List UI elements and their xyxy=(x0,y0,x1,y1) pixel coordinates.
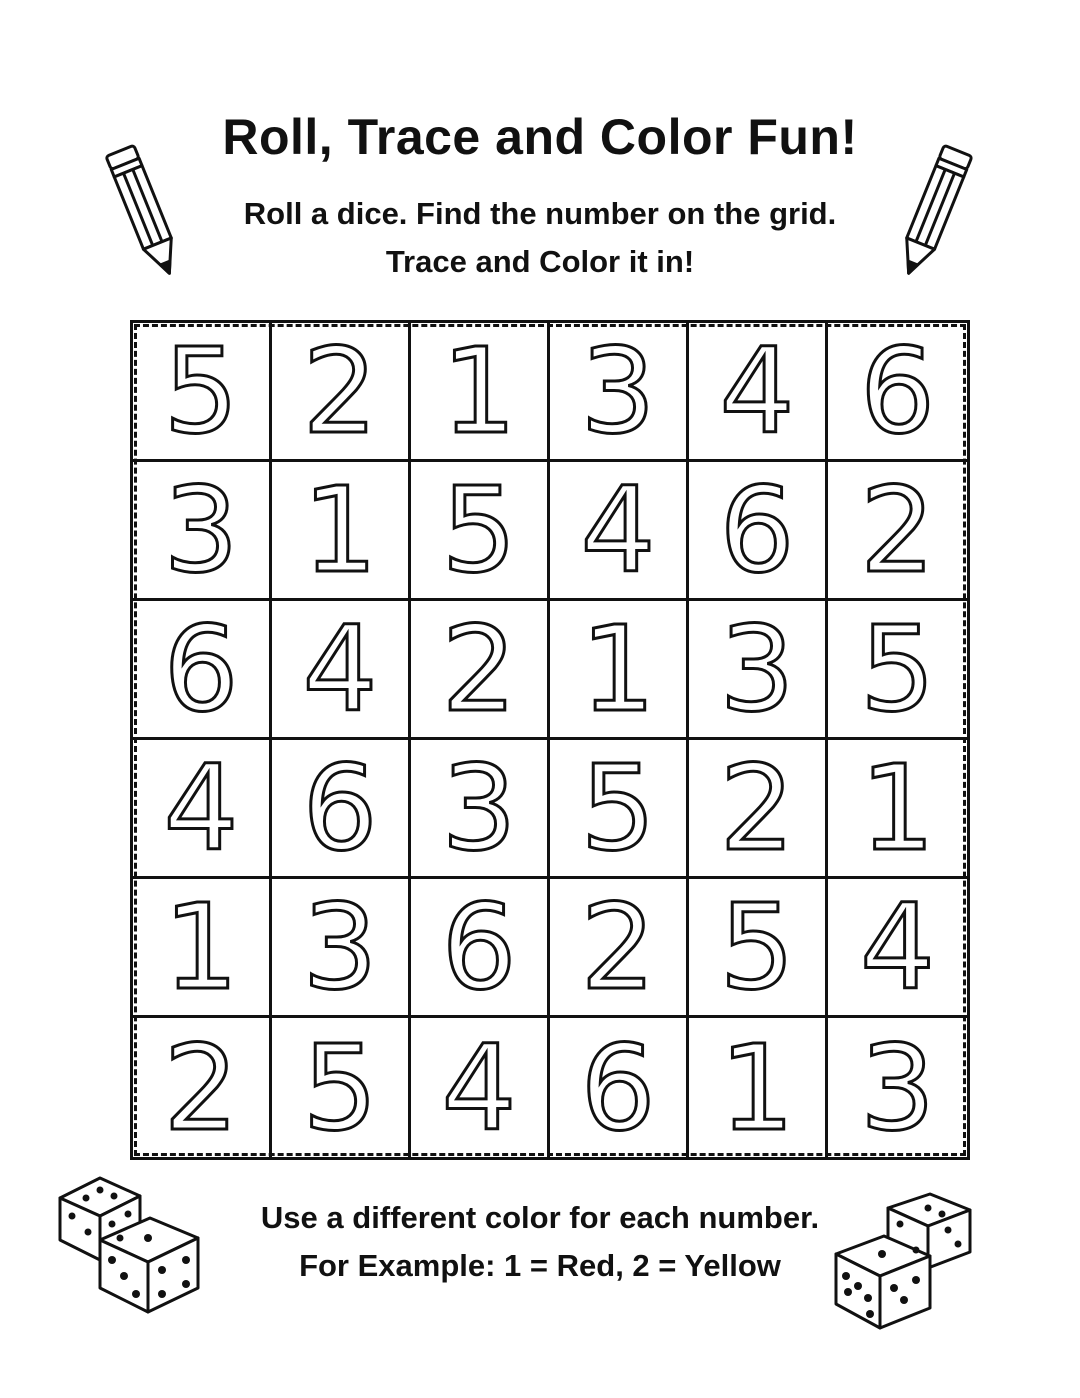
grid-cell[interactable] xyxy=(133,879,272,1018)
grid-cell[interactable] xyxy=(689,323,828,462)
grid-cell[interactable] xyxy=(411,740,550,879)
grid-cell[interactable] xyxy=(133,323,272,462)
trace-number: 2 xyxy=(302,322,378,460)
grid-cell[interactable] xyxy=(689,462,828,601)
grid-cell[interactable] xyxy=(689,601,828,740)
grid-cell[interactable] xyxy=(272,601,411,740)
trace-number: 4 xyxy=(302,600,378,738)
trace-number: 1 xyxy=(302,461,378,599)
grid-cell[interactable] xyxy=(411,1018,550,1157)
grid-cell[interactable] xyxy=(411,601,550,740)
trace-number: 5 xyxy=(163,322,239,460)
trace-number: 4 xyxy=(163,739,239,877)
grid-cell[interactable] xyxy=(550,740,689,879)
trace-number: 6 xyxy=(441,878,517,1016)
grid-cell[interactable] xyxy=(133,462,272,601)
trace-number: 6 xyxy=(719,461,795,599)
grid-cell[interactable] xyxy=(828,462,967,601)
grid-cell[interactable] xyxy=(272,879,411,1018)
trace-number: 2 xyxy=(859,461,936,599)
number-grid xyxy=(130,320,970,1160)
grid-cell[interactable] xyxy=(411,462,550,601)
trace-number: 4 xyxy=(441,1018,517,1157)
trace-number: 5 xyxy=(580,739,656,877)
grid-cell[interactable] xyxy=(411,879,550,1018)
grid-cell[interactable] xyxy=(828,601,967,740)
trace-number: 6 xyxy=(163,600,239,738)
trace-number: 2 xyxy=(163,1018,239,1157)
grid-cell[interactable] xyxy=(550,879,689,1018)
trace-number: 3 xyxy=(719,600,795,738)
trace-number: 1 xyxy=(580,600,656,738)
instruction-line-1: Roll a dice. Find the number on the grid. xyxy=(243,196,837,231)
grid-cell[interactable] xyxy=(550,601,689,740)
instruction-line-2: Trace and Color it in! xyxy=(385,244,695,279)
trace-number: 5 xyxy=(859,600,936,738)
trace-number: 5 xyxy=(302,1018,378,1157)
grid-cell[interactable] xyxy=(272,462,411,601)
grid-cell[interactable] xyxy=(689,879,828,1018)
trace-number: 4 xyxy=(719,322,795,460)
grid-cell[interactable] xyxy=(133,740,272,879)
trace-number: 6 xyxy=(580,1018,656,1157)
footer-line-1: Use a different color for each number. xyxy=(260,1200,820,1235)
trace-number: 2 xyxy=(719,739,795,877)
grid-cell[interactable] xyxy=(689,740,828,879)
trace-number: 3 xyxy=(163,461,239,599)
trace-number: 5 xyxy=(441,461,517,599)
trace-number: 5 xyxy=(719,878,795,1016)
grid-cell[interactable] xyxy=(550,462,689,601)
grid-cell[interactable] xyxy=(272,740,411,879)
grid-cell[interactable] xyxy=(133,1018,272,1157)
trace-number: 3 xyxy=(580,322,656,460)
grid-cell[interactable] xyxy=(828,323,967,462)
grid-cell[interactable] xyxy=(550,323,689,462)
grid-cell[interactable] xyxy=(272,323,411,462)
grid-cell[interactable] xyxy=(689,1018,828,1157)
grid-cell[interactable] xyxy=(272,1018,411,1157)
trace-number: 3 xyxy=(302,878,378,1016)
trace-number: 4 xyxy=(859,878,936,1016)
grid-cell[interactable] xyxy=(133,601,272,740)
trace-number: 2 xyxy=(441,600,517,738)
footer-line-2: For Example: 1 = Red, 2 = Yellow xyxy=(299,1248,781,1283)
grid-cell[interactable] xyxy=(828,740,967,879)
page-title: Roll, Trace and Color Fun! xyxy=(222,109,858,165)
trace-number: 6 xyxy=(859,322,936,460)
trace-number: 1 xyxy=(163,878,239,1016)
trace-number: 6 xyxy=(302,739,378,877)
grid-cell[interactable] xyxy=(828,1018,967,1157)
grid-cell[interactable] xyxy=(828,879,967,1018)
grid-cell[interactable] xyxy=(550,1018,689,1157)
trace-number: 2 xyxy=(580,878,656,1016)
trace-number: 4 xyxy=(580,461,656,599)
trace-number: 3 xyxy=(859,1018,936,1157)
grid-cell[interactable] xyxy=(411,323,550,462)
dice-icon-left xyxy=(48,1168,218,1318)
trace-number: 3 xyxy=(441,739,517,877)
trace-number: 1 xyxy=(441,322,517,460)
trace-number: 1 xyxy=(719,1018,795,1157)
trace-number: 1 xyxy=(859,739,936,877)
